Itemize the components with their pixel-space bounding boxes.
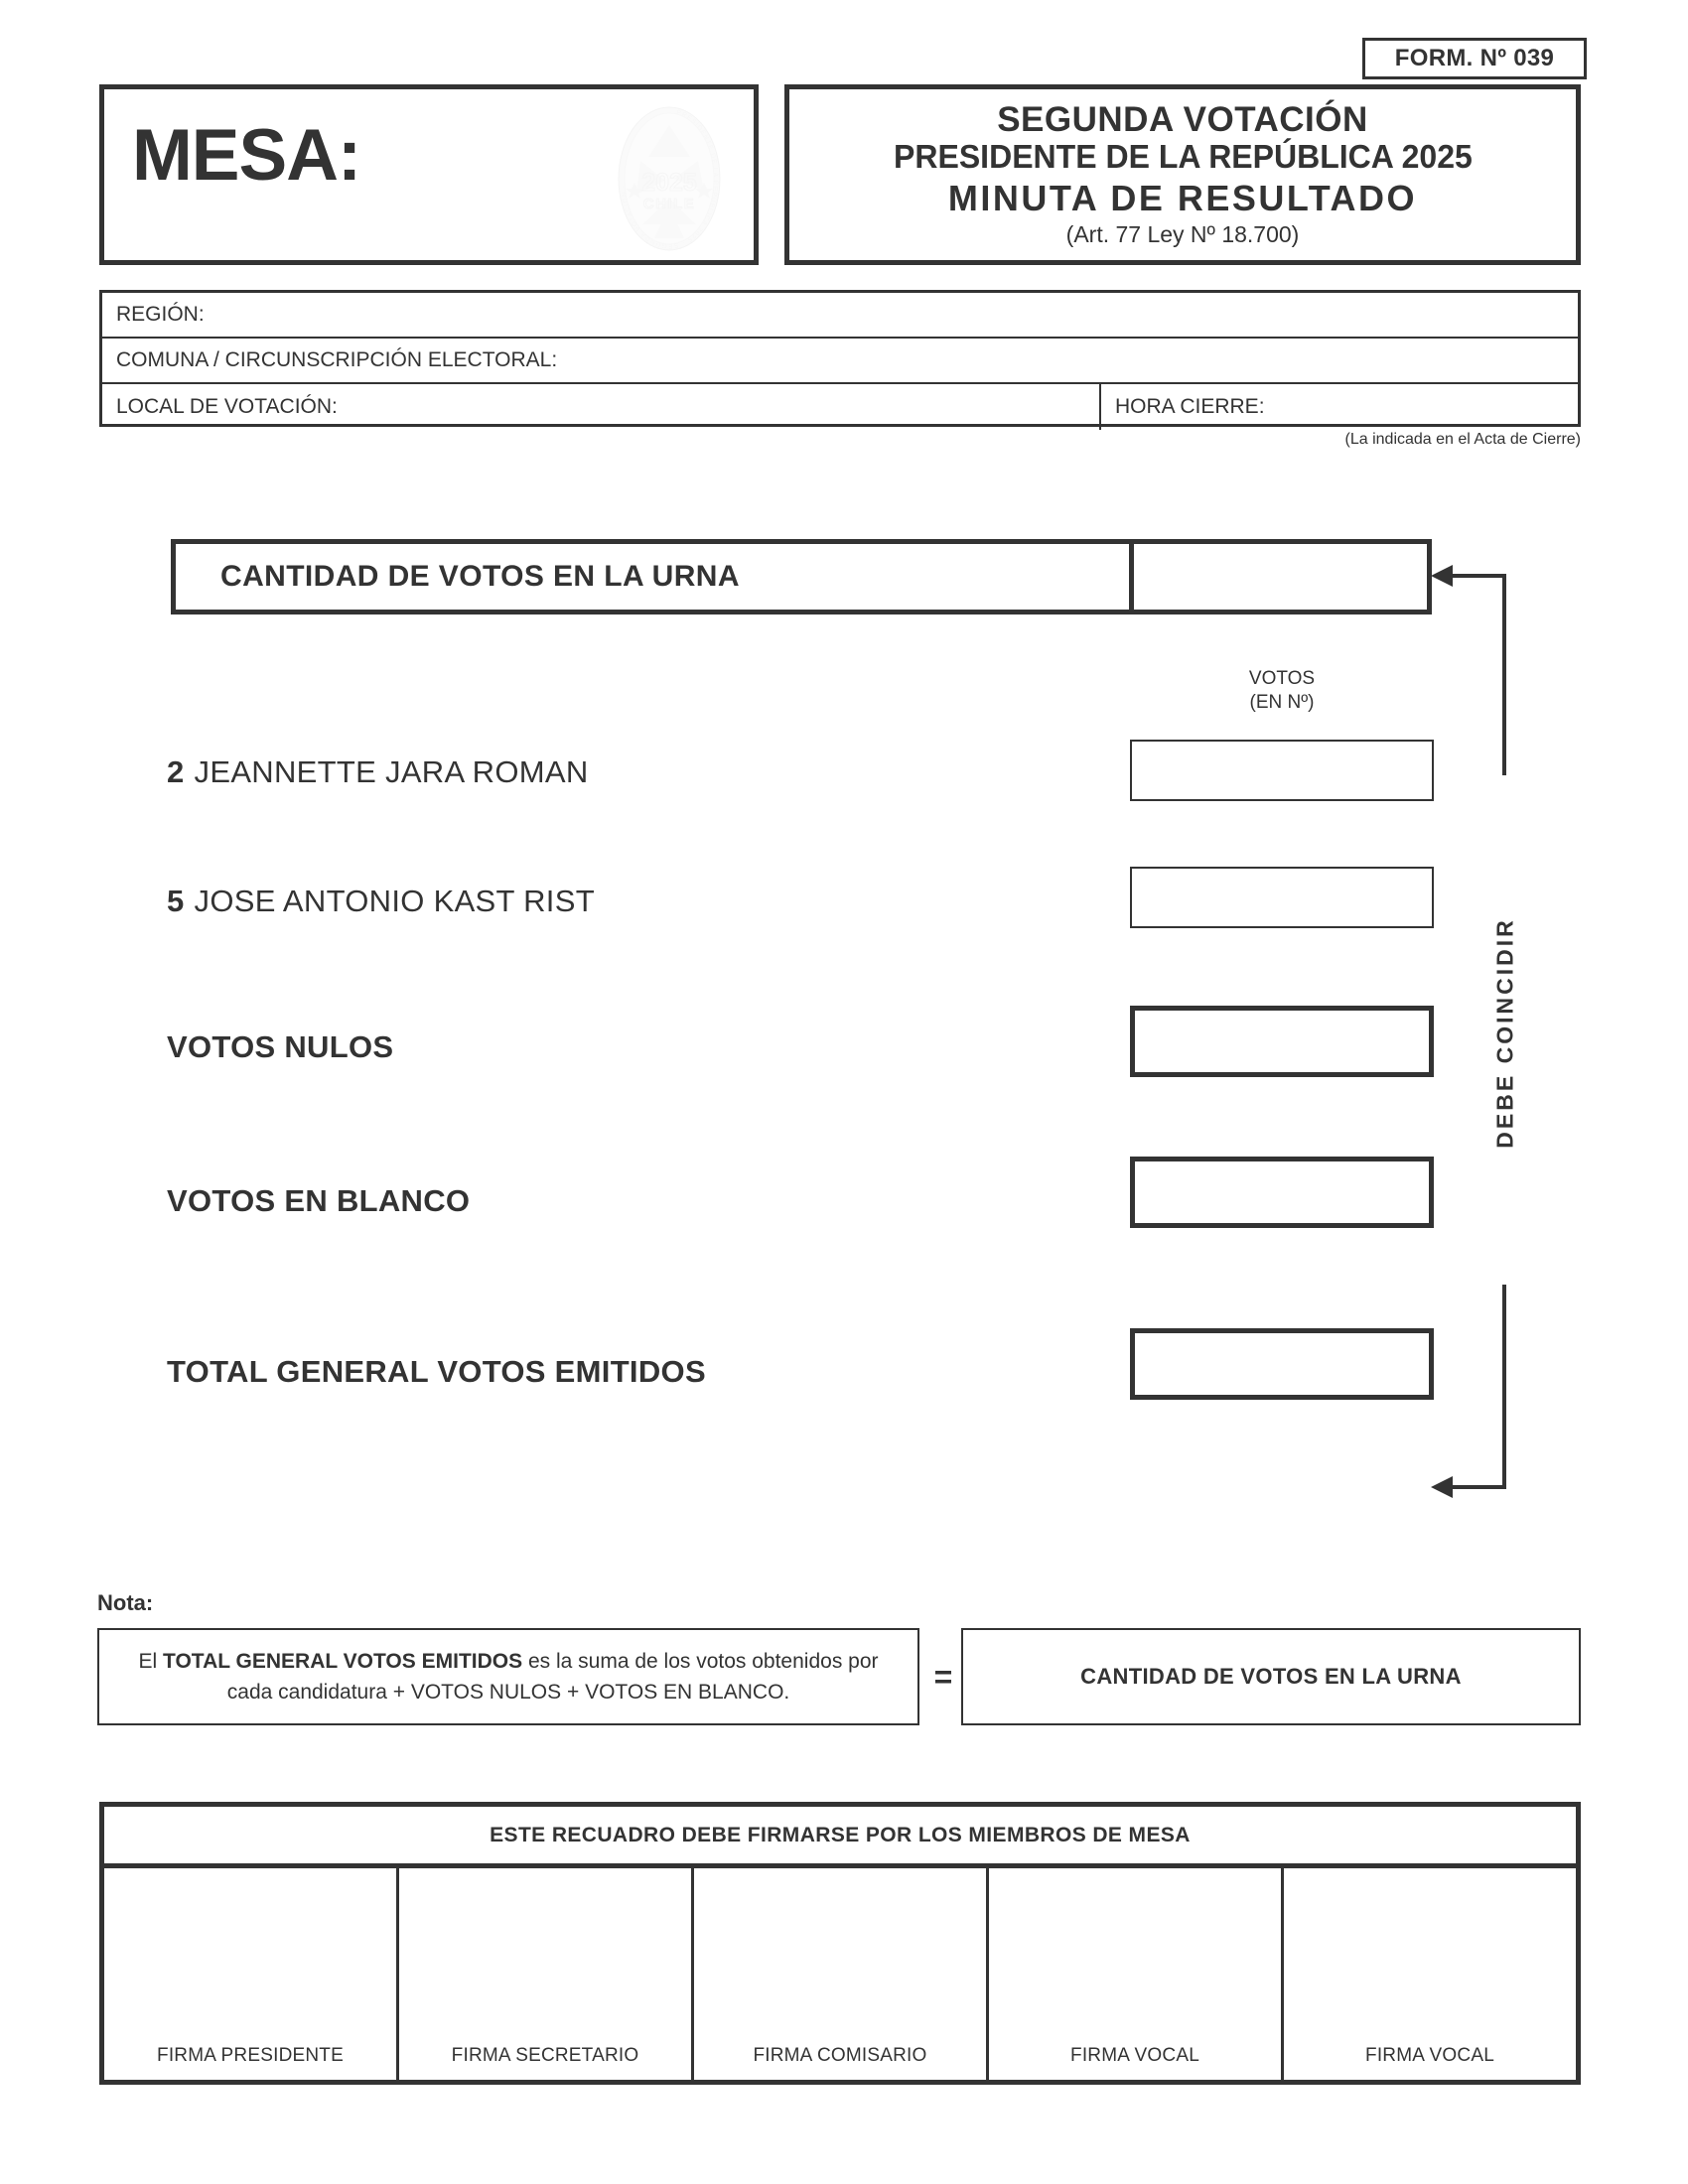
signature-block [99,1802,1581,2085]
result-row-label-jeannette-jara-roman [167,754,589,790]
signature-cell-firma-presidente-0[interactable]: FIRMA PRESIDENTE [104,1868,399,2080]
signature-block-header: ESTE RECUADRO DEBE FIRMARSE POR LOS MIEMBROS DE MESA [104,1807,1576,1868]
field-row-local[interactable] [102,384,1578,430]
mesa-box[interactable] [99,84,759,265]
title-line-3: MINUTA DE RESULTADO [947,178,1418,219]
signature-cell-firma-vocal-4[interactable]: FIRMA VOCAL [1365,2045,1494,2066]
vote-input-jose-antonio-kast-rist[interactable] [1130,867,1434,928]
title-line-4: (Art. 77 Ley Nº 18.700) [1065,221,1300,248]
seal-country-text: CHILE [642,196,696,212]
vote-input-total-general-votos-emitidos[interactable] [1130,1328,1434,1400]
nota-prefix: El [138,1649,164,1673]
cantidad-votos-urna-label: CANTIDAD DE VOTOS EN LA URNA [220,560,740,593]
seal-year-text: 2025 [641,169,697,197]
nota-formula-text [97,1628,919,1725]
field-row-comuna[interactable] [102,339,1578,384]
nota-urna-reference: CANTIDAD DE VOTOS EN LA URNA [961,1628,1581,1725]
bracket-vertical-upper [1502,574,1506,775]
candidate-number: 2 [167,754,185,789]
candidate-name: JOSE ANTONIO KAST RIST [194,884,595,918]
cantidad-votos-urna-row [171,539,1432,614]
location-fields [99,290,1581,427]
candidate-number: 5 [167,884,185,918]
mesa-label: MESA: [132,115,361,196]
result-row-label-total-general-votos-emitidos: TOTAL GENERAL VOTOS EMITIDOS [167,1354,706,1389]
votes-column-header [1130,667,1434,715]
local-label: LOCAL DE VOTACIÓN: [116,395,338,418]
field-row-region[interactable] [102,293,1578,339]
votes-header-line-2: (EN Nº) [1249,691,1315,713]
cantidad-votos-urna-input[interactable] [1129,544,1427,610]
signature-cell-firma-secretario-1[interactable]: FIRMA SECRETARIO [399,1868,694,2080]
candidate-name: JEANNETTE JARA ROMAN [194,754,589,789]
signature-columns [104,1868,1576,2080]
form-number-text: FORM. Nº 039 [1394,45,1555,71]
vote-input-votos-nulos[interactable] [1130,1006,1434,1077]
region-label: REGIÓN: [116,303,205,326]
nota-suffix: es la suma de los votos obtenidos por cada candidatura + VOTOS NULOS + VOTOS EN BLANCO. [226,1649,879,1704]
seal-ring-text: PRESIDENTE DE LA REPÚBLICA 2025 · SEGUNDA VOTACIÓN · [620,108,719,250]
election-seal-icon [611,99,728,258]
acta-cierre-note: (La indicada en el Acta de Cierre) [1344,431,1581,448]
bracket-vertical-lower [1502,1285,1506,1489]
result-row-label-votos-nulos: VOTOS NULOS [167,1029,394,1064]
signature-cell-firma-vocal-3[interactable]: FIRMA VOCAL [989,1868,1284,2080]
votes-header-line-1: VOTOS [1248,668,1316,689]
title-line-1: SEGUNDA VOTACIÓN [997,100,1368,140]
signature-cell-firma-comisario-2[interactable]: FIRMA COMISARIO [694,1868,989,2080]
arrow-head-to-total-icon [1431,1476,1453,1498]
equals-sign: = [933,1658,953,1695]
vote-input-jeannette-jara-roman[interactable] [1130,740,1434,801]
debe-coincidir-text: DEBE COINCIDIR [1491,916,1518,1149]
result-row-label-jose-antonio-kast-rist [167,884,595,919]
field-cell-hora-cierre[interactable] [1099,384,1578,430]
bracket-top-segment [1445,574,1506,578]
vote-input-votos-en-blanco[interactable] [1130,1157,1434,1228]
debe-coincidir-label [1451,784,1560,1281]
title-line-2: PRESIDENTE DE LA REPÚBLICA 2025 [893,137,1473,175]
comuna-label: COMUNA / CIRCUNSCRIPCIÓN ELECTORAL: [116,348,558,371]
nota-bold-term: TOTAL GENERAL VOTOS EMITIDOS [163,1649,523,1673]
nota-title: Nota: [97,1590,154,1615]
hora-cierre-label: HORA CIERRE: [1115,395,1265,418]
form-number-badge [1362,38,1587,79]
title-box [784,84,1581,265]
bracket-bottom-segment [1445,1485,1506,1489]
result-row-label-votos-en-blanco: VOTOS EN BLANCO [167,1183,471,1218]
